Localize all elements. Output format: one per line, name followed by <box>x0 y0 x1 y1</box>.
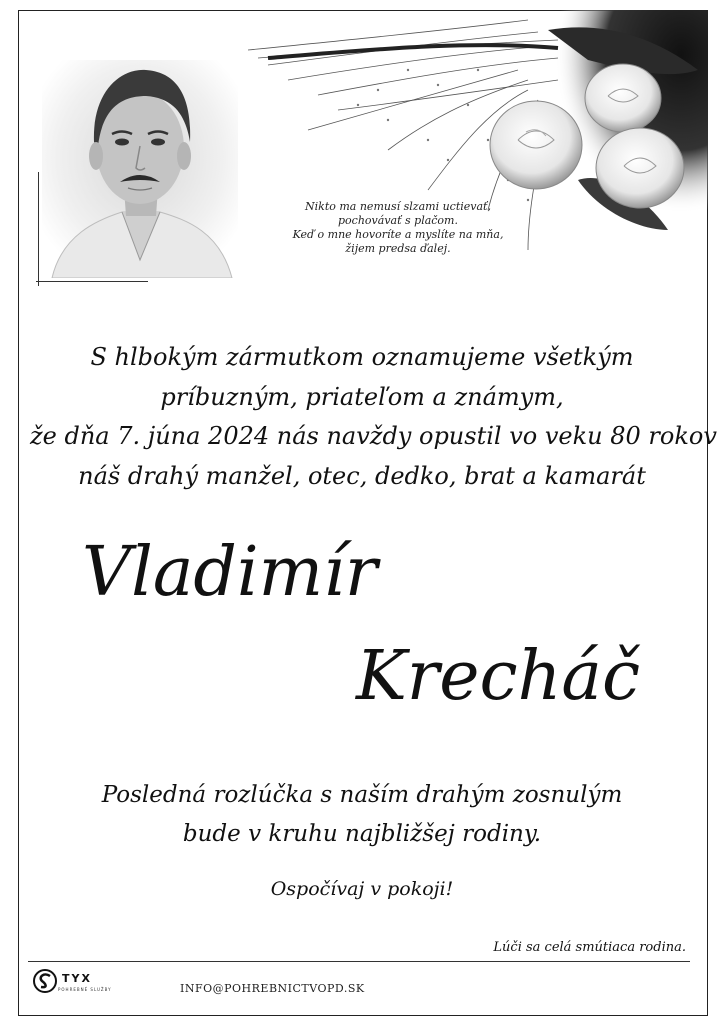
announcement-line: že dňa 7. júna 2024 nás navždy opustil vo veku 80 rokov <box>30 422 717 450</box>
announcement-line: náš drahý manžel, otec, dedko, brat a kamarát <box>78 461 646 490</box>
deceased-first-name: Vladimír <box>82 533 378 612</box>
rest-in-peace: Ospočívaj v pokoji! <box>270 878 454 900</box>
farewell-notice <box>30 776 694 854</box>
roses-decoration <box>228 10 708 310</box>
farewell-line: Posledná rozlúčka s naším drahým zosnulým <box>101 782 623 808</box>
photo-corner-line <box>38 172 39 286</box>
deceased-portrait <box>42 60 238 278</box>
verse-line: Nikto ma nemusí slzami uctievať, <box>305 200 491 213</box>
announcement-line: S hlbokým zármutkom oznamujeme všetkým <box>90 343 634 371</box>
verse-line: pochovávať s plačom. <box>338 214 458 227</box>
memorial-verse <box>258 200 538 256</box>
verse-line: žijem predsa ďalej. <box>345 242 451 255</box>
family-signature: Lúči sa celá smútiaca rodina. <box>493 940 686 955</box>
deceased-last-name: Krecháč <box>356 637 641 716</box>
farewell-line: bude v kruhu najbližšej rodiny. <box>182 821 542 847</box>
contact-email[interactable]: INFO@POHREBNICTVOPD.SK <box>180 982 365 995</box>
footer-divider <box>28 961 690 962</box>
logo-text: TYX <box>62 972 92 985</box>
verse-line: Keď o mne hovoríte a myslíte na mňa, <box>292 228 504 241</box>
logo-subtext: POHREBNÉ SLUŽBY <box>58 987 112 992</box>
death-announcement <box>30 338 717 496</box>
announcement-line: príbuzným, priateľom a známym, <box>160 382 564 411</box>
photo-corner-line <box>36 281 148 282</box>
